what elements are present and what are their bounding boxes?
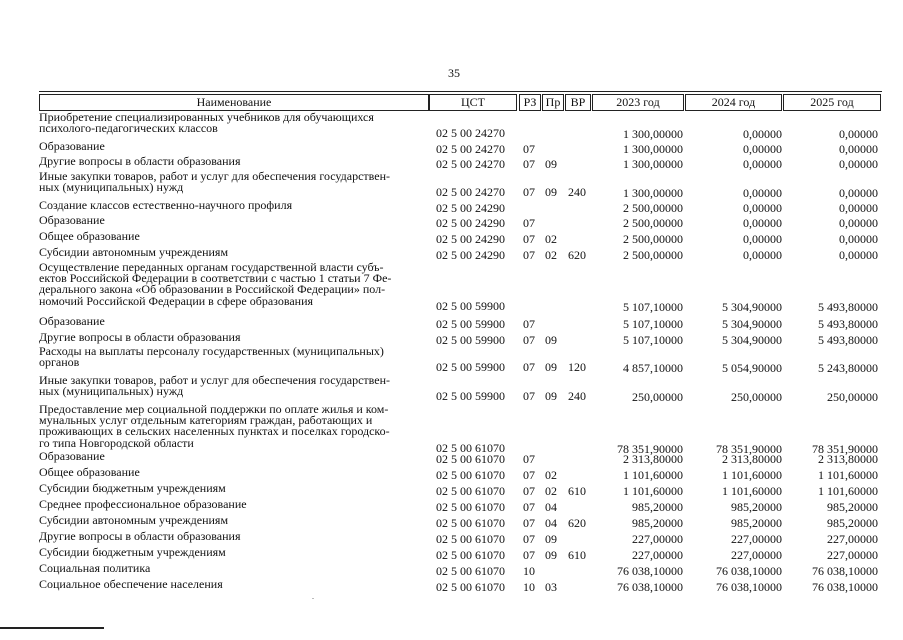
cell-cst: 02 5 00 61070 [436, 452, 505, 466]
cell-rz: 07 [523, 248, 535, 262]
row-name [39, 563, 150, 574]
cell-y2025: 2 313,80000 [818, 452, 878, 466]
cell-rz: 07 [523, 185, 535, 200]
cell-pr: 02 [545, 484, 557, 498]
cell-y2023: 2 500,00000 [623, 201, 683, 215]
cell-y2024: 1 101,60000 [722, 484, 782, 498]
cell-cst: 02 5 00 61070 [436, 500, 505, 514]
header-2024: 2024 год [685, 94, 782, 111]
cell-vr: 240 [568, 185, 586, 200]
row-name-line: Социальная политика [39, 561, 151, 575]
row-name-line: Расходы на выплаты персоналу государственных (муниципальных) [39, 344, 384, 358]
row-name-line: ных (муниципальных) нужд [39, 384, 184, 399]
row-name-line: го типа Новгородской области [39, 435, 194, 450]
cell-y2025: 0,00000 [839, 248, 878, 262]
footer-rule [0, 627, 104, 629]
row-name [39, 112, 374, 134]
table-row [0, 110, 903, 142]
cell-y2023: 2 313,80000 [623, 452, 683, 466]
row-name [39, 316, 105, 327]
cell-y2025: 227,00000 [827, 532, 878, 546]
row-name [39, 156, 240, 167]
row-name-line: Приобретение специализированных учебников для обучающихся [39, 110, 374, 124]
cell-y2023: 1 300,00000 [623, 186, 683, 201]
row-name [39, 579, 223, 590]
header-2025: 2025 год [783, 94, 881, 111]
row-name-line: ных (муниципальных) нужд [39, 180, 184, 195]
cell-y2025: 78 351,90000 [812, 441, 878, 456]
cell-y2025: 0,00000 [839, 157, 878, 171]
row-name-line: мунальных услуг отдельным категориям граждан, работающих и [39, 413, 373, 428]
cell-pr: 02 [545, 232, 557, 246]
cell-cst: 02 5 00 24270 [436, 142, 505, 156]
row-name-line: Среднее профессиональное образование [39, 497, 247, 511]
row-name [39, 231, 140, 242]
row-name-line: Образование [39, 213, 105, 227]
row-name-line: Предоставление мер социальной поддержки по оплате жилья и ком- [39, 402, 389, 416]
cell-y2024: 5 304,90000 [722, 317, 782, 331]
cell-y2024: 76 038,10000 [716, 580, 782, 594]
cell-rz: 07 [523, 532, 535, 546]
cell-y2025: 76 038,10000 [812, 580, 878, 594]
cell-cst: 02 5 00 24270 [436, 185, 505, 200]
cell-cst: 02 5 00 61070 [436, 468, 505, 482]
row-name-line: Общее образование [39, 465, 140, 479]
row-name-line: Общее образование [39, 229, 140, 243]
cell-rz: 07 [523, 317, 535, 331]
cell-y2023: 5 107,10000 [623, 317, 683, 331]
cell-cst: 02 5 00 61070 [436, 548, 505, 562]
cell-y2024: 78 351,90000 [716, 441, 782, 456]
cell-y2024: 0,00000 [743, 127, 782, 142]
cell-pr: 09 [545, 548, 557, 562]
row-name [39, 200, 292, 211]
row-name [39, 215, 105, 226]
cell-y2023: 4 857,10000 [623, 361, 683, 376]
cell-rz: 10 [523, 564, 535, 578]
cell-cst: 02 5 00 24290 [436, 248, 505, 262]
cell-y2023: 1 300,00000 [623, 142, 683, 156]
cell-cst: 02 5 00 59900 [436, 360, 505, 375]
cell-y2025: 227,00000 [827, 548, 878, 562]
row-name-line: Иные закупки товаров, работ и услуг для обеспечения государствен- [39, 373, 390, 387]
cell-pr: 09 [545, 333, 557, 347]
row-name [39, 404, 390, 449]
table-row [0, 200, 903, 216]
cell-y2025: 0,00000 [839, 216, 878, 230]
row-name [39, 262, 391, 307]
cell-cst: 02 5 00 24290 [436, 232, 505, 246]
cell-y2025: 5 493,80000 [818, 333, 878, 347]
cell-rz: 07 [523, 232, 535, 246]
cell-pr: 09 [545, 157, 557, 171]
cell-cst: 02 5 00 61070 [436, 440, 505, 455]
cell-y2024: 227,00000 [731, 548, 782, 562]
cell-y2024: 985,20000 [731, 516, 782, 530]
table-row [0, 579, 903, 595]
cell-y2024: 0,00000 [743, 216, 782, 230]
cell-y2023: 985,20000 [632, 516, 683, 530]
cell-y2023: 985,20000 [632, 500, 683, 514]
header-2023: 2023 год [592, 94, 684, 111]
cell-y2023: 2 500,00000 [623, 248, 683, 262]
row-name [39, 247, 228, 258]
cell-pr: 09 [545, 185, 557, 200]
row-name-line: дерального закона «Об образовании в Российской Федерации» пол- [39, 282, 386, 297]
page-number: 35 [448, 66, 460, 80]
cell-cst: 02 5 00 24270 [436, 157, 505, 171]
scan-speck [312, 598, 314, 599]
cell-y2024: 0,00000 [743, 201, 782, 215]
row-name-line: номочий Российской Федерации в сфере образования [39, 293, 314, 308]
row-name [39, 547, 226, 558]
cell-y2024: 2 313,80000 [722, 452, 782, 466]
cell-y2023: 78 351,90000 [617, 441, 683, 456]
cell-pr: 03 [545, 580, 557, 594]
cell-y2025: 1 101,60000 [818, 468, 878, 482]
header-cst: ЦСТ [429, 94, 517, 111]
cell-vr: 620 [568, 248, 586, 262]
cell-pr: 02 [545, 468, 557, 482]
cell-y2023: 76 038,10000 [617, 580, 683, 594]
header-name: Наименование [39, 94, 429, 111]
cell-pr: 09 [545, 389, 557, 404]
cell-rz: 07 [523, 516, 535, 530]
cell-cst: 02 5 00 24290 [436, 201, 505, 215]
cell-vr: 620 [568, 516, 586, 530]
row-name [39, 467, 140, 478]
row-name [39, 171, 390, 193]
cell-y2025: 5 243,80000 [818, 361, 878, 376]
cell-rz: 10 [523, 580, 535, 594]
row-name [39, 483, 226, 494]
cell-y2023: 227,00000 [632, 532, 683, 546]
cell-y2024: 5 304,90000 [722, 333, 782, 347]
header-rz: РЗ [519, 94, 541, 111]
cell-y2023: 5 107,10000 [623, 333, 683, 347]
cell-y2024: 5 304,90000 [722, 299, 782, 314]
cell-y2025: 0,00000 [839, 127, 878, 142]
cell-rz: 07 [523, 484, 535, 498]
cell-cst: 02 5 00 61070 [436, 516, 505, 530]
cell-rz: 07 [523, 360, 535, 375]
cell-cst: 02 5 00 61070 [436, 580, 505, 594]
cell-rz: 07 [523, 500, 535, 514]
cell-pr: 02 [545, 248, 557, 262]
cell-vr: 610 [568, 548, 586, 562]
cell-y2024: 0,00000 [743, 248, 782, 262]
cell-vr: 120 [568, 360, 586, 375]
cell-y2025: 5 493,80000 [818, 317, 878, 331]
cell-y2025: 0,00000 [839, 201, 878, 215]
cell-vr: 240 [568, 389, 586, 404]
cell-y2024: 1 101,60000 [722, 468, 782, 482]
table-row [0, 344, 903, 376]
cell-y2023: 1 300,00000 [623, 157, 683, 171]
cell-pr: 04 [545, 516, 557, 530]
row-name-line: Социальное обеспечение населения [39, 577, 223, 591]
row-name-line: Субсидии автономным учреждениям [39, 245, 229, 259]
cell-y2025: 0,00000 [839, 186, 878, 201]
cell-y2023: 227,00000 [632, 548, 683, 562]
cell-y2024: 250,00000 [731, 390, 782, 405]
row-name [39, 375, 390, 397]
row-name-line: Образование [39, 449, 105, 463]
cell-y2025: 0,00000 [839, 232, 878, 246]
cell-rz: 07 [523, 157, 535, 171]
cell-y2024: 76 038,10000 [716, 564, 782, 578]
row-name-line: Образование [39, 314, 105, 328]
row-name-line: Осуществление переданных органам государственной власти субъ- [39, 260, 384, 274]
cell-y2023: 1 101,60000 [623, 484, 683, 498]
row-name [39, 332, 240, 343]
cell-y2023: 1 101,60000 [623, 468, 683, 482]
cell-rz: 07 [523, 389, 535, 404]
row-name-line: психолого-педагогических классов [39, 121, 218, 136]
cell-cst: 02 5 00 59900 [436, 317, 505, 331]
cell-y2025: 985,20000 [827, 516, 878, 530]
cell-rz: 07 [523, 333, 535, 347]
cell-rz: 07 [523, 452, 535, 466]
row-name-line: ектов Российской Федерации в соответствии с частью 1 статьи 7 Фе- [39, 271, 392, 286]
cell-y2024: 227,00000 [731, 532, 782, 546]
cell-y2025: 0,00000 [839, 142, 878, 156]
cell-y2023: 250,00000 [632, 390, 683, 405]
cell-y2024: 5 054,90000 [722, 361, 782, 376]
cell-y2023: 2 500,00000 [623, 216, 683, 230]
row-name-line: Другие вопросы в области образования [39, 529, 241, 543]
row-name-line: Создание классов естественно-научного профиля [39, 198, 293, 212]
cell-y2023: 1 300,00000 [623, 127, 683, 142]
row-name [39, 451, 105, 462]
cell-cst: 02 5 00 61070 [436, 484, 505, 498]
cell-cst: 02 5 00 61070 [436, 532, 505, 546]
row-name-line: органов [39, 355, 80, 370]
table-row [0, 260, 903, 314]
table-row [0, 373, 903, 405]
row-name-line: проживающих в сельских населенных пунктах и поселках городско- [39, 424, 390, 439]
row-name [39, 346, 384, 368]
cell-cst: 02 5 00 59900 [436, 333, 505, 347]
cell-pr: 04 [545, 500, 557, 514]
cell-cst: 02 5 00 59900 [436, 298, 505, 313]
cell-y2025: 250,00000 [827, 390, 878, 405]
cell-y2023: 76 038,10000 [617, 564, 683, 578]
cell-y2024: 985,20000 [731, 500, 782, 514]
cell-y2024: 0,00000 [743, 186, 782, 201]
row-name-line: Иные закупки товаров, работ и услуг для обеспечения государствен- [39, 169, 390, 183]
cell-y2025: 985,20000 [827, 500, 878, 514]
cell-y2024: 0,00000 [743, 157, 782, 171]
row-name-line: Субсидии бюджетным учреждениям [39, 481, 226, 495]
row-name [39, 499, 247, 510]
row-name-line: Субсидии автономным учреждениям [39, 513, 229, 527]
row-name [39, 515, 228, 526]
cell-cst: 02 5 00 24270 [436, 126, 505, 141]
header-vr: ВР [565, 94, 591, 111]
row-name [39, 141, 105, 152]
cell-rz: 07 [523, 142, 535, 156]
cell-y2023: 5 107,10000 [623, 299, 683, 314]
cell-y2024: 0,00000 [743, 142, 782, 156]
cell-pr: 09 [545, 360, 557, 375]
cell-cst: 02 5 00 59900 [436, 389, 505, 404]
row-name-line: Другие вопросы в области образования [39, 330, 241, 344]
cell-y2025: 1 101,60000 [818, 484, 878, 498]
row-name-line: Субсидии бюджетным учреждениям [39, 545, 226, 559]
cell-pr: 09 [545, 532, 557, 546]
cell-rz: 07 [523, 216, 535, 230]
cell-vr: 610 [568, 484, 586, 498]
table-row [0, 169, 903, 201]
row-name-line: Другие вопросы в области образования [39, 154, 241, 168]
cell-cst: 02 5 00 61070 [436, 564, 505, 578]
cell-y2025: 5 493,80000 [818, 299, 878, 314]
cell-rz: 07 [523, 548, 535, 562]
cell-cst: 02 5 00 24290 [436, 216, 505, 230]
cell-y2024: 0,00000 [743, 232, 782, 246]
cell-rz: 07 [523, 468, 535, 482]
header-pr: Пр [542, 94, 564, 111]
cell-y2025: 76 038,10000 [812, 564, 878, 578]
cell-y2023: 2 500,00000 [623, 232, 683, 246]
row-name-line: Образование [39, 139, 105, 153]
row-name [39, 531, 240, 542]
